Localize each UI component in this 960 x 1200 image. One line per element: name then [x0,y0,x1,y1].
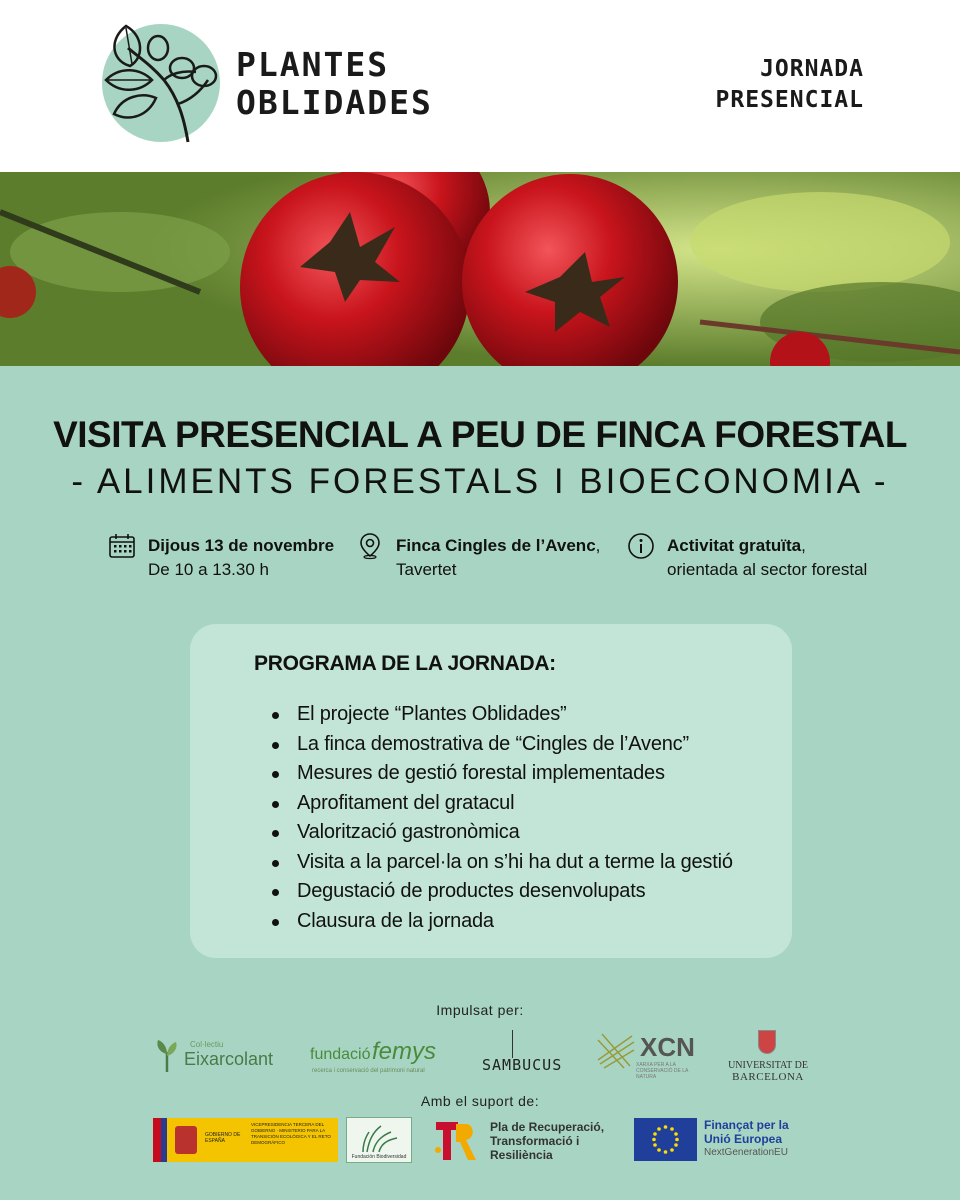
sambucus-name: SAMBUCUS [482,1056,563,1074]
list-item: El projecte “Plantes Oblidades” [272,700,733,730]
ub-line-1: UNIVERSITAT DE [728,1060,808,1071]
fundacion-biodiversidad-logo [346,1117,412,1163]
logo-wordmark [236,46,433,122]
program-heading: PROGRAMA DE LA JORNADA: [254,652,556,675]
location-pin-icon [356,532,384,560]
calendar-icon [108,532,136,560]
program-list [272,700,733,936]
date-label: Dijous 13 de novembre [148,536,335,555]
gobierno-espana-logo [153,1118,338,1162]
eu-flag-icon [634,1118,697,1161]
next-generation-label: NextGenerationEU [704,1147,788,1158]
prtr-text: Pla de Recuperació, Transformació i Resiliència [490,1120,605,1162]
list-item: La finca demostrativa de “Cingles de l’Avenc” [272,730,733,760]
xcn-tagline: XARXA PER A LA CONSERVACIÓ DE LA NATURA [636,1062,689,1080]
universitat-barcelona-logo [728,1030,808,1086]
grass-icon [347,1120,411,1154]
info-date [108,534,334,582]
eixarcolant-name: Eixarcolant [184,1049,274,1069]
femys-prefix: fundació [310,1046,371,1063]
event-title: VISITA PRESENCIAL A PEU DE FINCA FORESTAL [53,414,907,455]
eu-flag-stripe [161,1118,167,1162]
logo-line-1: PLANTES [236,45,390,84]
list-item: Valorització gastronòmica [272,818,733,848]
header [0,0,960,172]
event-type [716,54,864,116]
list-item: Mesures de gestió forestal implementades [272,759,733,789]
eixarcolant-small: Col·lectiu [190,1040,224,1049]
place-label: Finca Cingles de l’Avenc [396,536,596,555]
femys-tagline: recerca i conservació del patrimoni natural [312,1068,425,1074]
plant-branch-icon [100,18,230,148]
ub-line-2: BARCELONA [732,1071,804,1083]
support-label: Amb el suport de: [420,1093,540,1109]
info-place [356,534,600,582]
xcn-logo [596,1028,706,1084]
free-label: Activitat gratuïta [667,536,802,555]
program-box [190,624,792,958]
event-type-line-2: PRESENCIAL [715,87,864,113]
eu-funding-logo [634,1118,814,1162]
eu-funded-label: Finançat per la Unió Europea [704,1118,789,1146]
ub-shield-icon [758,1030,776,1054]
xcn-name: XCN [640,1032,695,1062]
eixarcolant-logo [152,1036,282,1076]
fundacio-femys-logo [310,1038,460,1078]
sambucus-line [512,1030,513,1058]
gobierno-label: GOBIERNO DE ESPAÑA [205,1132,241,1144]
hawthorn-berries-photo [0,172,960,366]
info-free [627,534,867,582]
free-comma: , [801,536,806,555]
prtr-mark-icon [432,1116,480,1164]
event-subtitle: - ALIMENTS FORESTALS I BIOECONOMIA - [71,462,889,501]
list-item: Aprofitament del gratacul [272,789,733,819]
logo-line-2: OBLIDADES [236,83,433,122]
town-label: Tavertet [396,560,457,579]
eu-stars-icon [634,1118,697,1161]
promoted-by-label: Impulsat per: [436,1002,524,1018]
sprout-icon [154,1038,180,1074]
audience-label: orientada al sector forestal [667,560,868,579]
place-comma: , [595,536,601,555]
list-item: Visita a la parcel·la on s’hi ha dut a terme la gestió [272,848,733,878]
list-item: Degustació de productes desenvolupats [272,877,733,907]
spain-flag-stripe [153,1118,161,1162]
fundacion-biodiversidad-name: Fundación Biodiversidad [351,1154,407,1160]
femys-name: femys [372,1038,437,1065]
prtr-logo [432,1116,632,1164]
xcn-mark-icon [596,1030,636,1070]
time-label: De 10 a 13.30 h [148,560,269,579]
info-icon [627,532,655,560]
berries-illustration [0,172,960,366]
list-item: Clausura de la jornada [272,907,733,937]
ministry-label: VICEPRESIDENCIA TERCERA DEL GOBIERNO · MINISTERIO PARA LA TRANSICIÓN ECOLÓGICA Y EL RETO DEMOGRÁFICO [251,1122,331,1145]
event-type-line-1: JORNADA [760,56,864,82]
sambucus-logo [482,1030,568,1076]
spain-crest-icon [175,1126,197,1154]
